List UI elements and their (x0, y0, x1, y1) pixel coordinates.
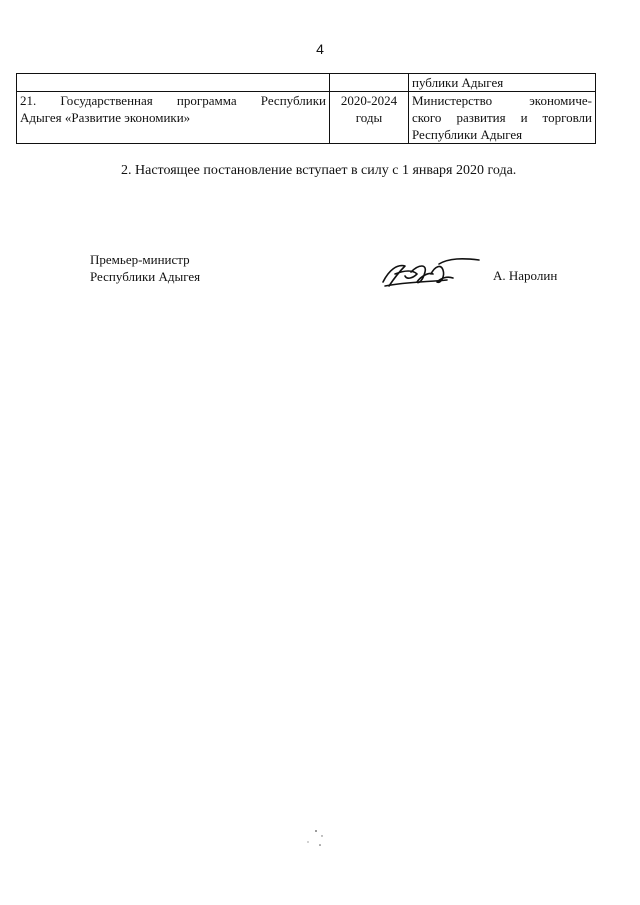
program-line: 21. Государственная программа Республики (20, 93, 326, 108)
executor-line: Республики Адыгея (412, 127, 523, 142)
signatory-title-line: Премьер-министр (90, 252, 190, 267)
signatory-name: А. Наролин (493, 268, 558, 283)
page-number: 4 (316, 41, 324, 57)
table-row-continuation (17, 74, 596, 92)
scan-specks (300, 828, 330, 850)
signatory-title-line: Республики Адыгея (90, 269, 201, 284)
signatory-title (90, 251, 200, 285)
executor-line: публики Адыгея (412, 75, 504, 90)
table-row-21 (17, 92, 596, 144)
period-cell (330, 74, 409, 92)
executor-line: ского развития и торговли (412, 110, 592, 125)
programs-table (16, 73, 596, 144)
program-line: Адыгея «Развитие экономики» (20, 110, 191, 125)
executor-cell (409, 74, 596, 92)
period-line: 2020-2024 (340, 93, 398, 108)
handwritten-signature (375, 252, 485, 292)
program-cell (17, 92, 330, 144)
clause-2-text: 2. Настоящее постановление вступает в силу с 1 января 2020 года. (121, 163, 517, 178)
period-line: годы (355, 110, 383, 125)
executor-cell (409, 92, 596, 144)
program-cell (17, 74, 330, 92)
period-cell (330, 92, 409, 144)
executor-line: Министерство экономиче- (412, 93, 592, 108)
